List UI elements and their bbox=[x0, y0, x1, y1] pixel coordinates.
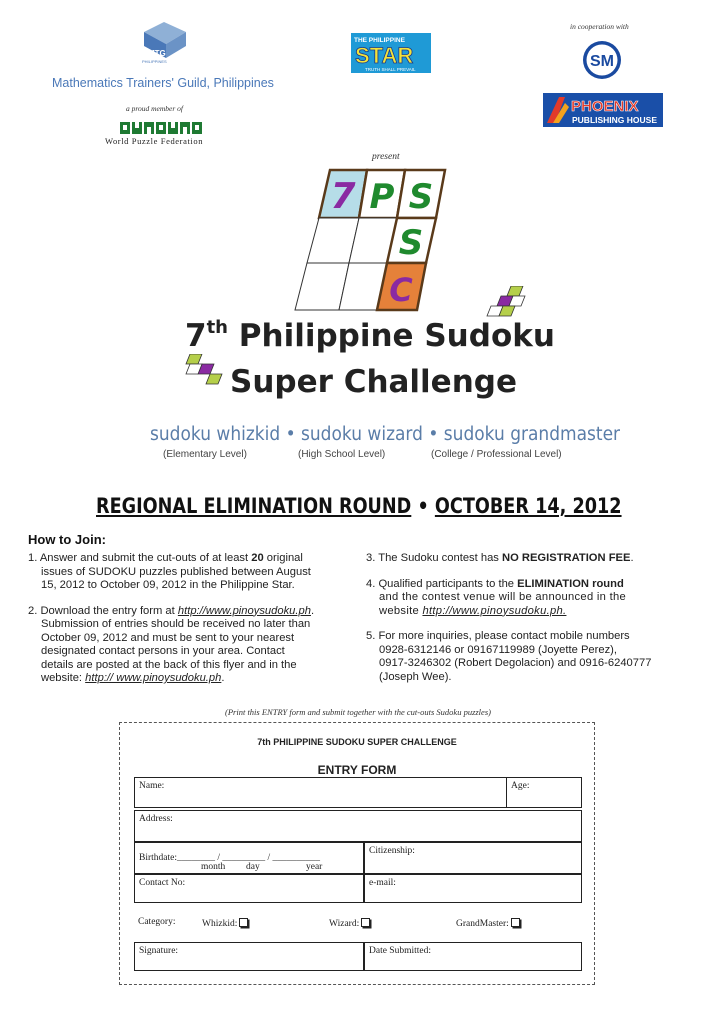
decorative-squares-left bbox=[180, 354, 226, 388]
phoenix-main-text: PHOENIX bbox=[571, 98, 639, 115]
age-field[interactable]: Age: bbox=[506, 777, 582, 808]
regional-heading: REGIONAL ELIMINATION ROUND • OCTOBER 14, 2012 bbox=[96, 494, 622, 518]
wizard-option[interactable]: Wizard: bbox=[329, 918, 370, 929]
grandmaster-option[interactable]: GrandMaster: bbox=[456, 918, 520, 929]
print-note: (Print this ENTRY form and submit together with the cut-outs Sudoku puzzles) bbox=[225, 707, 491, 717]
philippine-star-logo bbox=[351, 33, 431, 73]
whizkid-option[interactable]: Whizkid: bbox=[202, 918, 248, 929]
sm-logo bbox=[582, 40, 622, 80]
email-field[interactable]: e-mail: bbox=[364, 874, 582, 903]
instruction-4: 4. Qualified participants to the ELIMINATION round bbox=[366, 577, 624, 590]
instructions-right: 3. The Sudoku contest has NO REGISTRATION FEE. 4. Qualified participants to the ELIMINATION round and the contest venue will be announced in the website http://www.pinoysudoku.ph. 5. For more inquiries, please contact mobile numbers 0928-6312146 or 09167119989 (Joyette Perez), 0917-3246302 (Robert Degolacion) and 0916-6240777 (Joseph Wee). bbox=[366, 552, 686, 684]
wizard-checkbox[interactable] bbox=[361, 918, 370, 927]
instruction-3: 3. The Sudoku contest has NO REGISTRATION FEE. bbox=[366, 552, 634, 564]
pinoysudoku-link-2[interactable]: http:// www.pinoysudoku.ph bbox=[85, 672, 222, 684]
address-field[interactable]: Address: bbox=[134, 810, 582, 842]
date-submitted-field[interactable]: Date Submitted: bbox=[364, 942, 582, 971]
name-field[interactable]: Name: bbox=[134, 777, 507, 808]
logo-letter-s1: S bbox=[408, 177, 434, 217]
grandmaster-checkbox[interactable] bbox=[511, 918, 520, 927]
mtg-logo-text: MTG bbox=[148, 49, 166, 58]
signature-field[interactable]: Signature: bbox=[134, 942, 364, 971]
star-main-text: STAR bbox=[355, 43, 414, 68]
logo-letter-c: C bbox=[389, 271, 413, 309]
phoenix-logo bbox=[543, 93, 663, 127]
category-label: Category: bbox=[138, 917, 176, 927]
main-title-line2: Super Challenge bbox=[230, 364, 517, 400]
sudoku-grid-logo bbox=[255, 166, 455, 316]
instruction-5: 5. For more inquiries, please contact mobile numbers bbox=[366, 630, 630, 642]
birthdate-field[interactable]: Birthdate:________ / _________ / __________ month day year bbox=[134, 842, 364, 874]
instruction-2: 2. Download the entry form at http://www.pinoysudoku.ph. bbox=[28, 604, 315, 617]
pinoysudoku-link-3[interactable]: http://www.pinoysudoku.ph. bbox=[422, 604, 567, 617]
sm-logo-text: SM bbox=[590, 53, 614, 70]
entry-form-subtitle: 7th PHILIPPINE SUDOKU SUPER CHALLENGE bbox=[257, 737, 457, 747]
main-title-line1: 7th Philippine Sudoku bbox=[185, 317, 555, 354]
how-to-join-heading: How to Join: bbox=[28, 532, 106, 547]
levels-line: sudoku whizkid • sudoku wizard • sudoku grandmaster bbox=[150, 424, 621, 445]
wpf-name: World Puzzle Federation bbox=[105, 136, 204, 146]
level-high-school: (High School Level) bbox=[298, 449, 386, 460]
contact-no-field[interactable]: Contact No: bbox=[134, 874, 364, 903]
pinoysudoku-link[interactable]: http://www.pinoysudoku.ph bbox=[177, 604, 311, 617]
level-college: (College / Professional Level) bbox=[431, 449, 562, 460]
wpf-logo bbox=[120, 121, 202, 135]
member-text: a proud member of bbox=[126, 104, 184, 113]
citizenship-field[interactable]: Citizenship: bbox=[364, 842, 582, 874]
logo-letter-s2: S bbox=[398, 223, 424, 263]
phoenix-sub-text: PUBLISHING HOUSE bbox=[572, 115, 658, 125]
star-tag-text: TRUTH SHALL PREVAIL bbox=[365, 67, 416, 72]
whizkid-checkbox[interactable] bbox=[239, 918, 248, 927]
mtg-name: Mathematics Trainers' Guild, Philippines bbox=[52, 76, 274, 90]
present-text: present bbox=[372, 152, 400, 162]
cooperation-text: in cooperation with bbox=[570, 22, 629, 31]
instructions-left: 1. Answer and submit the cut-outs of at least 20 original issues of SUDOKU puzzles published between August 15, 2012 to October 09, 2012 in the Philippine Star. 2. Download the entry form at http://www.pinoysudoku.ph. Submission of entries should be received no later than October 09, 2012 and must be sent to your nearest designated contact persons in your area. Contact details are posted at the back of this flyer and in the website: http:// www.pinoysudoku.ph. bbox=[28, 552, 358, 686]
mtg-logo-subtext: PHILIPPINES bbox=[142, 59, 167, 64]
logo-letter-p: P bbox=[369, 177, 395, 217]
star-top-text: THE PHILIPPINE bbox=[354, 37, 405, 44]
mtg-logo bbox=[140, 18, 190, 64]
level-elementary: (Elementary Level) bbox=[163, 449, 247, 460]
instruction-1: 1. Answer and submit the cut-outs of at least 20 original bbox=[28, 552, 303, 564]
decorative-squares-right bbox=[483, 286, 529, 322]
entry-form-title: ENTRY FORM bbox=[317, 763, 397, 777]
logo-letter-7: 7 bbox=[330, 176, 356, 217]
